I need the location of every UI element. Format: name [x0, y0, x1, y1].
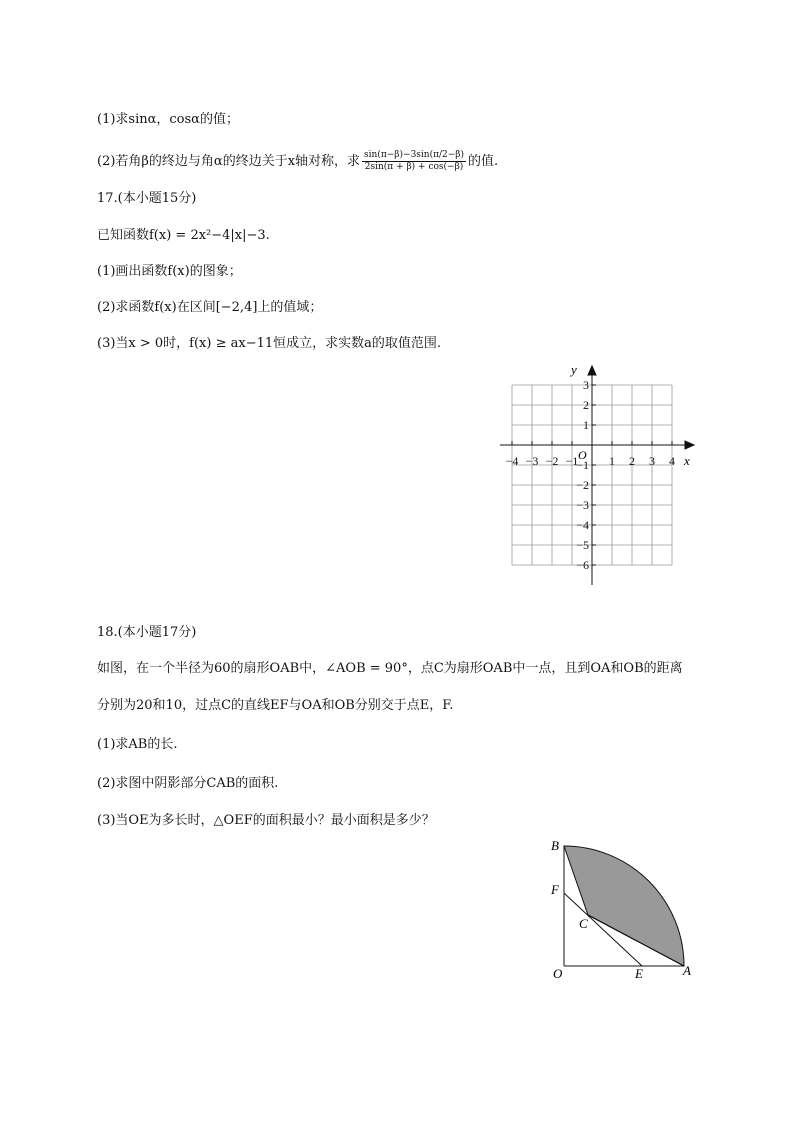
y-tick-label: 1	[583, 418, 589, 432]
x-axis-arrow	[685, 441, 694, 449]
y-tick-label: −2	[576, 478, 589, 492]
y-axis-label: y	[571, 362, 577, 377]
q16-part2	[97, 150, 498, 173]
q16-fraction-numerator: sin(π−β)−3sin(π/2−β)	[364, 150, 465, 160]
q18-part2: (2)求图中阴影部分CAB的面积.	[97, 776, 279, 791]
tick-labels	[506, 378, 675, 572]
shaded-region-cab	[564, 846, 684, 966]
y-tick-label: −3	[576, 498, 589, 512]
x-tick-label: −2	[545, 454, 559, 468]
coordinate-grid	[495, 360, 705, 590]
q18-stem-line1: 如图，在一个半径为60的扇形OAB中，∠AOB = 90°，点C为扇形OAB中一点，且到OA和OB的距离	[97, 661, 683, 676]
x-axis-label: x	[684, 453, 690, 468]
q18-stem-line2: 分别为20和10，过点C的直线EF与OA和OB分别交于点E，F.	[97, 698, 454, 713]
q17-header: 17.(本小题15分)	[97, 191, 197, 206]
label-b: B	[551, 838, 559, 853]
q17-part3: (3)当x > 0时，f(x) ≥ ax−11恒成立，求实数a的取值范围.	[97, 336, 442, 351]
x-tick-label: −3	[525, 454, 539, 468]
y-tick-label: 2	[583, 398, 589, 412]
x-tick-label: 3	[649, 454, 655, 468]
x-tick-label: −1	[565, 454, 579, 468]
q18-part3: (3)当OE为多长时，△OEF的面积最小？最小面积是多少？	[97, 813, 435, 828]
q18-header: 18.(本小题17分)	[97, 625, 197, 640]
label-e: E	[635, 966, 643, 981]
label-c: C	[579, 916, 588, 931]
y-axis-arrow	[588, 366, 596, 375]
q18-part1: (1)求AB的长.	[97, 737, 178, 752]
q16-fraction-denominator: 2sin(π + β) + cos(−β)	[364, 162, 464, 172]
y-tick-label: −4	[576, 518, 589, 532]
x-tick-label: 2	[629, 454, 635, 468]
label-f: F	[551, 882, 559, 897]
q16-part2-prefix: (2)若角β的终边与角α的终边关于x轴对称，求	[97, 154, 361, 169]
x-tick-label: 4	[669, 454, 675, 468]
x-tick-label: 1	[609, 454, 615, 468]
y-tick-label: −6	[576, 558, 589, 572]
label-o: O	[553, 966, 563, 981]
y-tick-label: 3	[583, 378, 589, 392]
label-a: A	[683, 963, 691, 978]
q16-fraction	[362, 150, 466, 173]
q17-part2: (2)求函数f(x)在区间[−2,4]上的值域；	[97, 300, 323, 315]
x-tick-label: −4	[505, 454, 519, 468]
y-tick-label: −1	[576, 458, 589, 472]
y-tick-label: −5	[576, 538, 589, 552]
q16-part2-suffix: 的值.	[468, 154, 499, 169]
q17-part1: (1)画出函数f(x)的图象；	[97, 264, 242, 279]
axes	[500, 366, 694, 585]
q16-part1: (1)求sinα，cosα的值；	[97, 112, 239, 127]
q17-stem: 已知函数f(x) = 2x²−4|x|−3.	[97, 228, 270, 243]
sector-figure	[545, 833, 705, 985]
origin-label: O	[578, 448, 587, 462]
